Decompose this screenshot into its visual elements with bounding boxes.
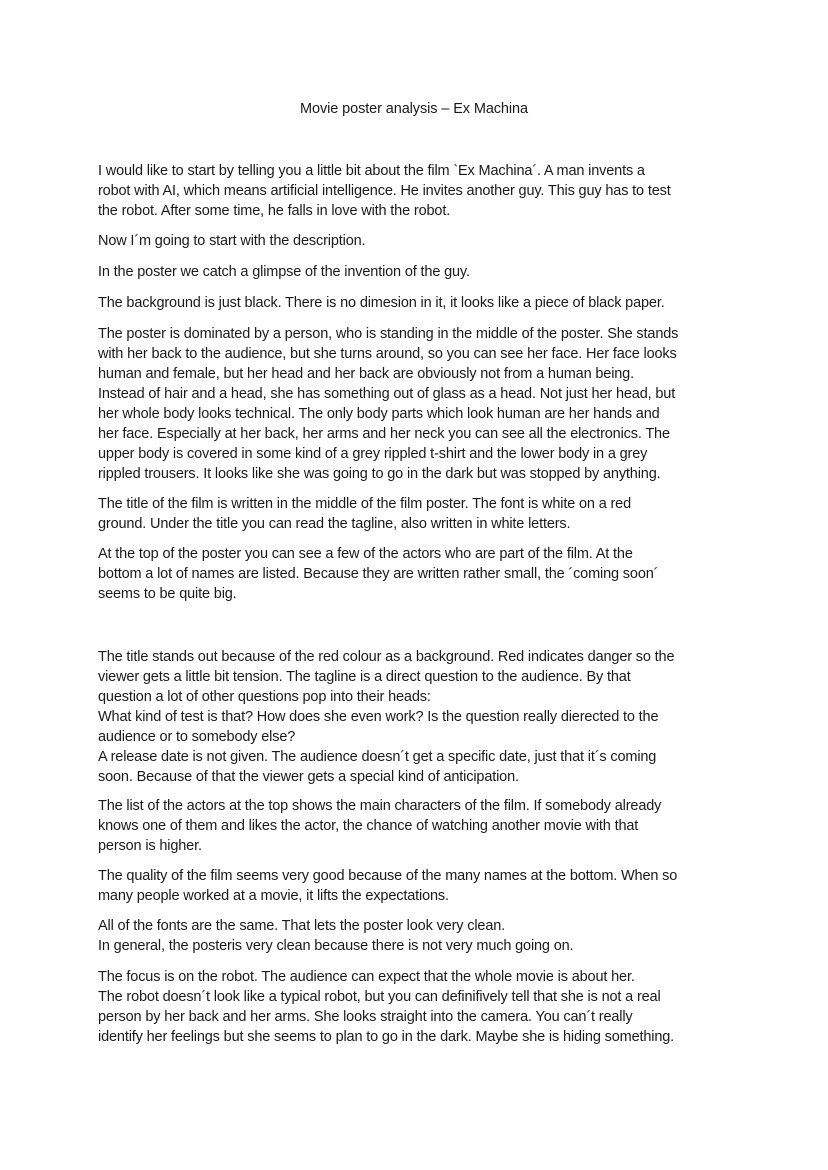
text-line: At the top of the poster you can see a few of the actors who are part of the film. At the <box>98 546 633 562</box>
text-line: The list of the actors at the top shows the main characters of the film. If somebody already <box>98 798 662 814</box>
text-line: upper body is covered in some kind of a grey rippled t-shirt and the lower body in a grey <box>98 446 648 462</box>
text-line: In the poster we catch a glimpse of the invention of the guy. <box>98 264 470 280</box>
text-line: All of the fonts are the same. That lets the poster look very clean. <box>98 918 506 934</box>
paragraph-person <box>98 324 748 484</box>
document-title: Movie poster analysis – Ex Machina <box>300 101 528 117</box>
text-line: The title stands out because of the red colour as a background. Red indicates danger so the <box>98 649 675 665</box>
paragraph-actors-list <box>98 796 748 856</box>
text-line: person by her back and her arms. She looks straight into the camera. You can´t really <box>98 1009 633 1025</box>
paragraph-description-start <box>98 231 748 251</box>
text-line: The robot doesn´t look like a typical robot, but you can definifively tell that she is not a real <box>98 989 661 1005</box>
text-line: audience or to somebody else? <box>98 729 296 745</box>
paragraph-intro <box>98 161 748 221</box>
paragraph-title-analysis <box>98 647 748 787</box>
paragraph-background <box>98 293 748 313</box>
text-line: human and female, but her head and her back are obviously not from a human being. <box>98 366 634 382</box>
paragraph-quality <box>98 866 748 906</box>
text-line: bottom a lot of names are listed. Because they are written rather small, the ´coming soon´ <box>98 566 659 582</box>
text-line: I would like to start by telling you a little bit about the film `Ex Machina´. A man invents a <box>98 163 645 179</box>
text-line: the robot. After some time, he falls in love with the robot. <box>98 203 451 219</box>
paragraph-fonts <box>98 916 748 956</box>
text-line: soon. Because of that the viewer gets a special kind of anticipation. <box>98 769 519 785</box>
text-line: her whole body looks technical. The only body parts which look human are her hands and <box>98 406 660 422</box>
text-line: A release date is not given. The audience doesn´t get a specific date, just that it´s coming <box>98 749 657 765</box>
text-line: person is higher. <box>98 838 202 854</box>
paragraph-focus <box>98 967 748 1047</box>
text-line: Instead of hair and a head, she has something out of glass as a head. Not just her head, but <box>98 386 676 402</box>
text-line: What kind of test is that? How does she even work? Is the question really dierected to the <box>98 709 659 725</box>
text-line: rippled trousers. It looks like she was going to go in the dark but was stopped by anything. <box>98 466 661 482</box>
text-line: Now I´m going to start with the description. <box>98 233 366 249</box>
text-line: The quality of the film seems very good because of the many names at the bottom. When so <box>98 868 678 884</box>
text-line: In general, the posteris very clean because there is not very much going on. <box>98 938 574 954</box>
text-line: identify her feelings but she seems to plan to go in the dark. Maybe she is hiding something. <box>98 1029 675 1045</box>
text-line: The poster is dominated by a person, who is standing in the middle of the poster. She stands <box>98 326 679 342</box>
text-line: knows one of them and likes the actor, the chance of watching another movie with that <box>98 818 639 834</box>
text-line: with her back to the audience, but she turns around, so you can see her face. Her face looks <box>98 346 677 362</box>
text-line: robot with AI, which means artificial intelligence. He invites another guy. This guy has to test <box>98 183 671 199</box>
text-line: ground. Under the title you can read the tagline, also written in white letters. <box>98 516 571 532</box>
text-line: many people worked at a movie, it lifts the expectations. <box>98 888 449 904</box>
text-line: her face. Especially at her back, her arms and her neck you can see all the electronics. The <box>98 426 670 442</box>
text-line: The background is just black. There is no dimesion in it, it looks like a piece of black paper. <box>98 295 665 311</box>
text-line: The focus is on the robot. The audience can expect that the whole movie is about her. <box>98 969 635 985</box>
text-line: seems to be quite big. <box>98 586 237 602</box>
paragraph-title-description <box>98 494 748 534</box>
paragraph-actors-names <box>98 544 748 604</box>
text-line: question a lot of other questions pop into their heads: <box>98 689 431 705</box>
text-line: The title of the film is written in the middle of the film poster. The font is white on a red <box>98 496 632 512</box>
text-line: viewer gets a little bit tension. The tagline is a direct question to the audience. By that <box>98 669 631 685</box>
paragraph-glimpse <box>98 262 748 282</box>
